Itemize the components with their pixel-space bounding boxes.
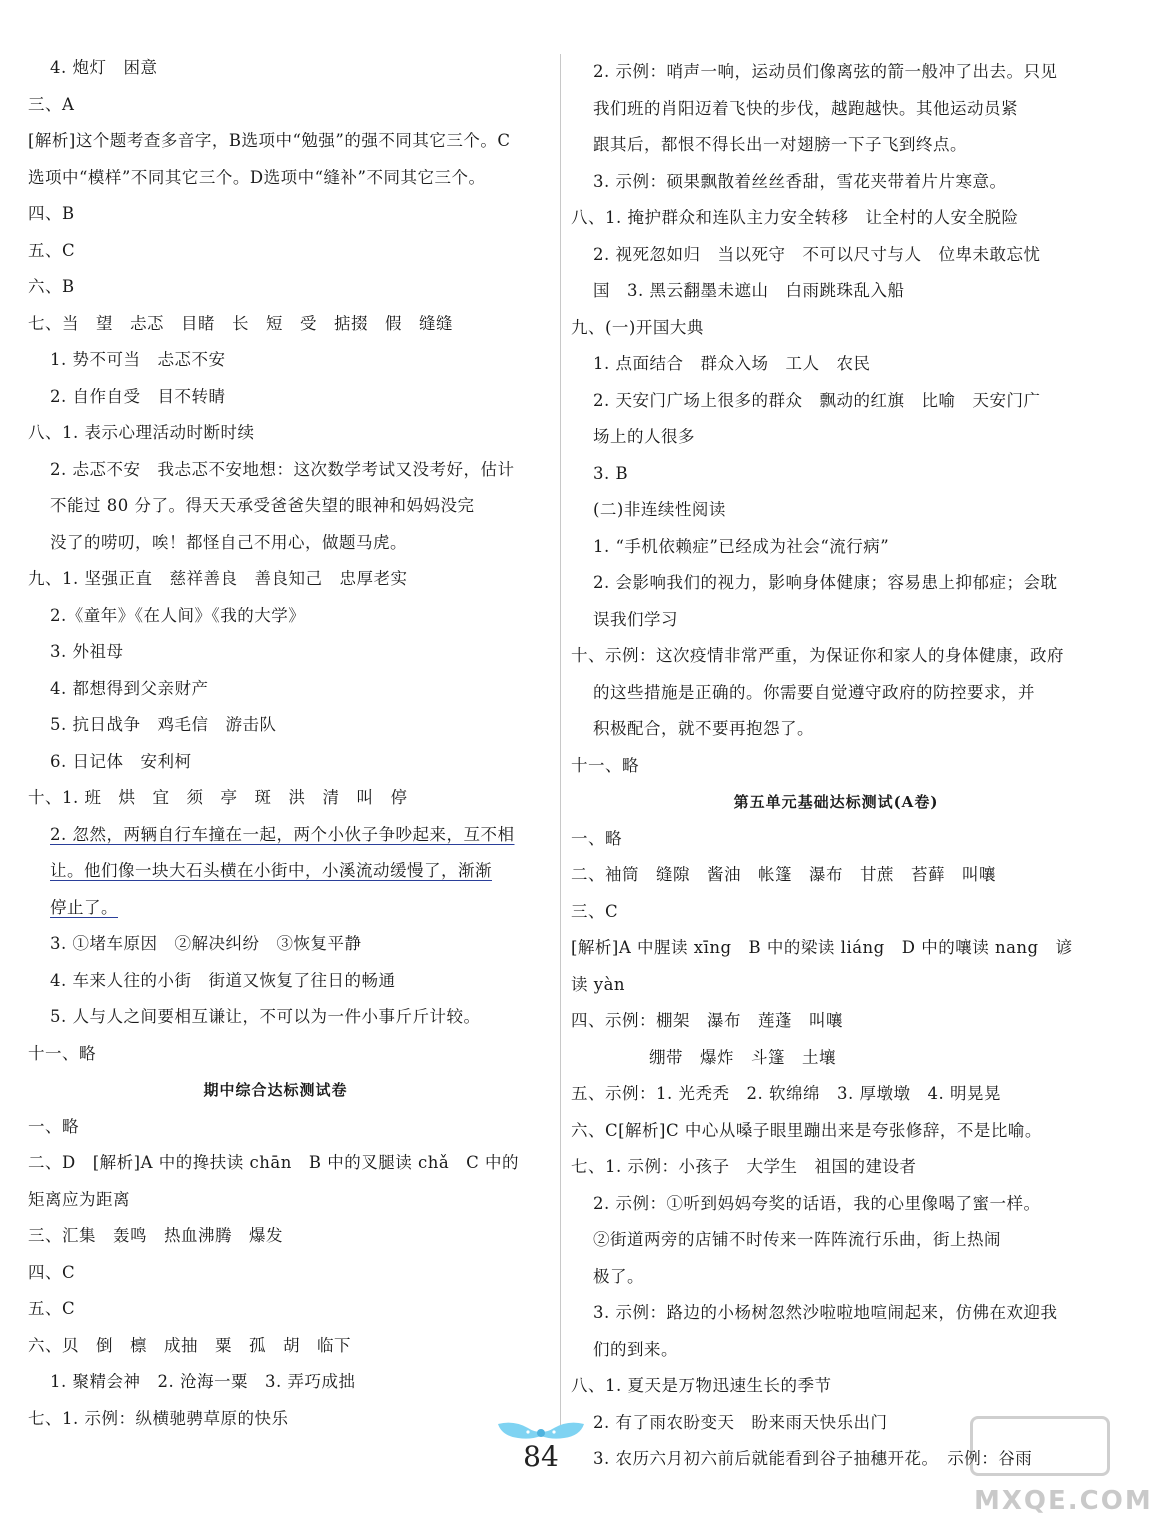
answer-line: 的这些措施是正确的。你需要自觉遵守政府的防控要求，并	[593, 682, 1035, 702]
section-heading: 期中综合达标测试卷	[203, 1081, 348, 1099]
answer-line: 2. 视死忽如归 当以死守 不可以尺寸与人 位卑未敢忘忧	[593, 244, 1041, 264]
answer-line: 极了。	[593, 1266, 644, 1286]
answer-line: 三、汇集 轰鸣 热血沸腾 爆发	[28, 1226, 283, 1245]
section-heading: 第五单元基础达标测试(A卷)	[733, 793, 939, 811]
page-number: 84	[523, 1440, 559, 1473]
answer-line: 3. ①堵车原因 ②解决纠纷 ③恢复平静	[50, 934, 362, 953]
answer-line: 4. 炮灯 困意	[50, 58, 158, 77]
answer-line: [解析]A 中腥读 xīng B 中的梁读 liáng D 中的嚷读 nang 谚	[571, 938, 1073, 957]
answer-line: 选项中“模样”不同其它三个。D选项中“缝补”不同其它三个。	[28, 167, 486, 187]
answer-line: 七、1. 示例：纵横驰骋草原的快乐	[28, 1408, 289, 1428]
answer-line: (二)非连续性阅读	[593, 500, 726, 519]
answer-line: ②街道两旁的店铺不时传来一阵阵流行乐曲，街上热闹	[593, 1230, 1001, 1249]
answer-line: 七、当 望 忐忑 目睹 长 短 受 掂掇 假 缝缝	[28, 313, 453, 333]
answer-line: 八、1. 表示心理活动时断时续	[28, 423, 255, 442]
answer-line: 跟其后，都恨不得长出一对翅膀一下子飞到终点。	[593, 135, 967, 154]
answer-line: 6. 日记体 安利柯	[50, 751, 192, 771]
answer-line: 1. 点面结合 群众入场 工人 农民	[593, 354, 871, 373]
answer-line: 3. 示例：硕果飘散着丝丝香甜，雪花夹带着片片寒意。	[593, 171, 1007, 191]
answer-line: 十一、略	[28, 1043, 96, 1063]
answer-line: 让。他们像一块大石头横在小街中，小溪流动缓慢了，渐渐	[50, 861, 492, 880]
answer-line: 五、C	[28, 240, 76, 260]
answer-line: 四、示例：棚架 瀑布 莲蓬 叫嚷	[571, 1011, 843, 1030]
answer-line: 四、C	[28, 1262, 76, 1282]
answer-line: 九、1. 坚强正直 慈祥善良 善良知己 忠厚老实	[28, 569, 408, 588]
answer-line: 4. 都想得到父亲财产	[50, 678, 209, 698]
answer-line: 1. “手机依赖症”已经成为社会“流行病”	[593, 536, 890, 556]
answer-line: 3. 外祖母	[50, 642, 124, 661]
page-footer	[486, 1418, 596, 1498]
answer-line: 1. 势不可当 忐忑不安	[50, 350, 226, 369]
answer-line: 2. 有了雨农盼变天 盼来雨天快乐出门	[593, 1412, 888, 1432]
answer-line: [解析]这个题考查多音字，B选项中“勉强”的强不同其它三个。C	[28, 131, 511, 150]
answer-line: 2. 天安门广场上很多的群众 飘动的红旗 比喻 天安门广	[593, 390, 1041, 410]
answer-line: 2.《童年》《在人间》《我的大学》	[50, 605, 306, 625]
answer-line: 十、示例：这次疫情非常严重，为保证你和家人的身体健康，政府	[571, 646, 1064, 665]
answer-line: 九、(一)开国大典	[571, 317, 704, 337]
answer-line: 1. 聚精会神 2. 沧海一粟 3. 弄巧成拙	[50, 1372, 356, 1391]
answer-line: 国 3. 黑云翻墨未遮山 白雨跳珠乱入船	[593, 281, 905, 300]
answer-line: 没了的唠叨，唉！都怪自己不用心，做题马虎。	[50, 532, 407, 552]
answer-line: 2. 会影响我们的视力，影响身体健康；容易患上抑郁症；会耽	[593, 573, 1058, 592]
answer-line: 二、D [解析]A 中的搀扶读 chān B 中的叉腿读 chǎ C 中的	[28, 1153, 520, 1172]
answer-line: 停止了。	[50, 897, 118, 917]
answer-line: 四、B	[28, 204, 75, 223]
answer-line: 三、A	[28, 94, 75, 114]
answer-line: 矩离应为距离	[28, 1189, 130, 1209]
answer-line: 2. 忽然，两辆自行车撞在一起，两个小伙子争吵起来，互不相	[50, 824, 515, 844]
watermark-stamp	[970, 1416, 1110, 1476]
right-column	[560, 54, 1101, 1468]
answer-line: 2. 忐忑不安 我忐忑不安地想：这次数学考试又没考好，估计	[50, 459, 515, 479]
answer-line: 十、1. 班 烘 宜 须 亭 斑 洪 清 叫 停	[28, 788, 408, 807]
answer-line: 六、贝 倒 檩 成抽 粟 孤 胡 临下	[28, 1335, 351, 1355]
answer-line: 一、略	[28, 1116, 79, 1136]
answer-line: 5. 抗日战争 鸡毛信 游击队	[50, 715, 277, 734]
watermark-url: MXQE.COM	[974, 1486, 1153, 1516]
answer-line: 3. 示例：路边的小杨树忽然沙啦啦地喧闹起来，仿佛在欢迎我	[593, 1303, 1058, 1322]
answer-line: 3. B	[593, 463, 629, 483]
answer-line: 们的到来。	[593, 1339, 678, 1359]
answer-line: 3. 农历六月初六前后就能看到谷子抽穗开花。 示例：谷雨	[593, 1449, 1033, 1468]
answer-line: 误我们学习	[593, 609, 678, 629]
answer-line: 我们班的肖阳迈着飞快的步伐，越跑越快。其他运动员紧	[593, 98, 1018, 118]
answer-line: 4. 车来人往的小街 街道又恢复了往日的畅通	[50, 970, 396, 990]
answer-line: 五、C	[28, 1299, 76, 1318]
answer-line: 十一、略	[571, 755, 639, 775]
answer-line: 五、示例：1. 光秃秃 2. 软绵绵 3. 厚墩墩 4. 明晃晃	[571, 1084, 1001, 1103]
answer-line: 六、B	[28, 277, 75, 296]
answer-line: 八、1. 掩护群众和连队主力安全转移 让全村的人安全脱险	[571, 208, 1019, 227]
answer-line: 2. 自作自受 目不转睛	[50, 386, 226, 406]
answer-line: 读 yàn	[571, 974, 626, 994]
answer-line: 八、1. 夏天是万物迅速生长的季节	[571, 1376, 832, 1395]
answer-line: 2. 示例：哨声一响，运动员们像离弦的箭一般冲了出去。只见	[593, 62, 1058, 81]
answer-line: 场上的人很多	[593, 427, 695, 446]
answer-line: 三、C	[571, 901, 619, 921]
watermark-logo	[970, 1416, 1153, 1528]
answer-line: 七、1. 示例：小孩子 大学生 祖国的建设者	[571, 1157, 917, 1176]
answer-line: 2. 示例：①听到妈妈夸奖的话语，我的心里像喝了蜜一样。	[593, 1193, 1041, 1213]
answer-line: 二、袖筒 缝隙 酱油 帐篷 瀑布 甘蔗 苔藓 叫嚷	[571, 865, 996, 884]
answer-line: 绷带 爆炸 斗篷 土壤	[649, 1047, 836, 1067]
answer-line: 不能过 80 分了。得天天承受爸爸失望的眼神和妈妈没完	[50, 496, 475, 515]
answer-line: 5. 人与人之间要相互谦让，不可以为一件小事斤斤计较。	[50, 1007, 481, 1026]
left-column	[28, 50, 523, 1437]
answer-line: 积极配合，就不要再抱怨了。	[593, 719, 814, 738]
answer-line: 一、略	[571, 828, 622, 848]
answer-line: 六、C[解析]C 中心从嗓子眼里蹦出来是夸张修辞，不是比喻。	[571, 1120, 1042, 1140]
